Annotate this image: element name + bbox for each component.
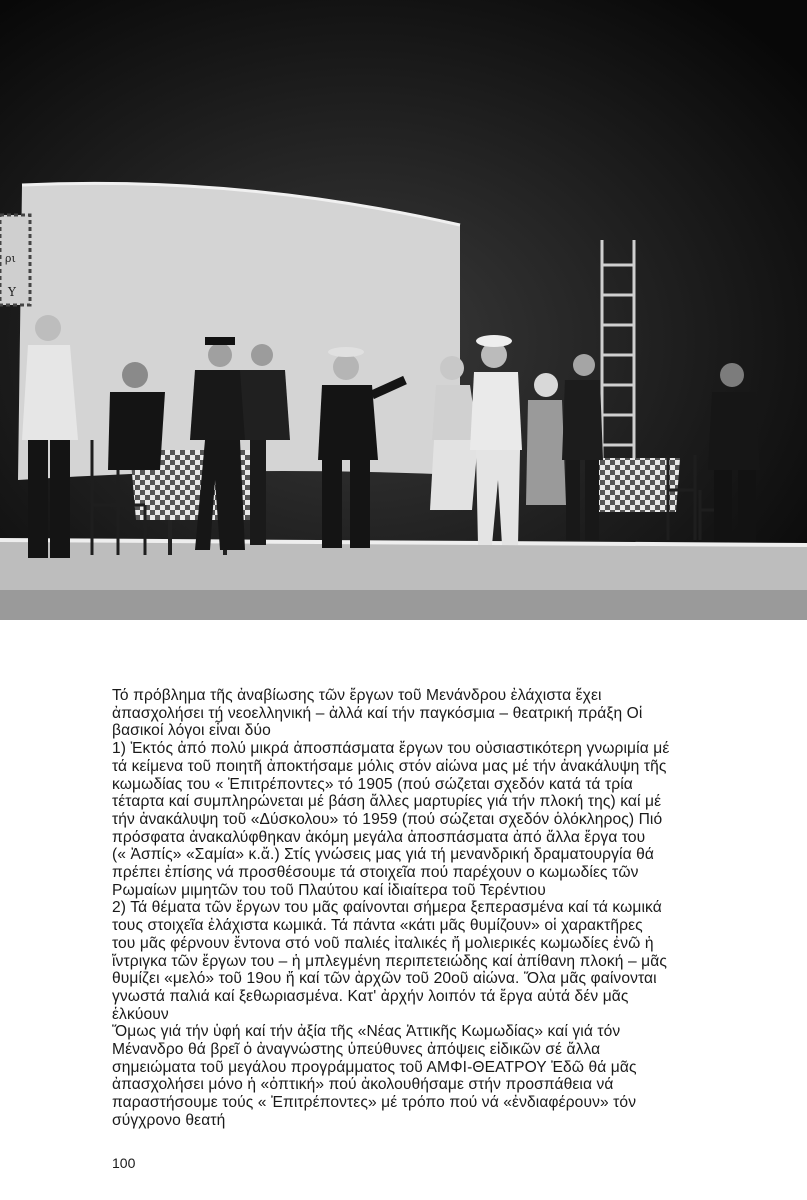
text-line: ἀπασχολήσει τή νεοελληνική – ἀλλά καί τήν παγκόσμια – θεατρική πράξη Οἱ <box>112 704 643 722</box>
text-line: σημειώματα τοῦ μεγάλου προγράμματος τοῦ ΑΜΦΙ-ΘΕΑΤΡΟΥ Ἐδῶ θά μᾶς <box>112 1058 637 1076</box>
table-right <box>588 458 680 512</box>
text-line: τήν ἀνακάλυψη τοῦ «Δύσκολου» τό 1959 (πού σώζεται σχεδόν ὁλόκληρος) Πιό <box>112 810 663 828</box>
text-line: γνωστά παλιά καί ξεθωριασμένα. Κατ' ἀρχήν λοιπόν τά ἔργα αὐτά δέν μᾶς <box>112 987 629 1005</box>
text-line: του μᾶς φέρνουν ἔντονα στό νοῦ παλιές ἰταλικές ἤ μολιερικές κωμωδίες ἐνῶ ἡ <box>112 934 654 952</box>
text-line: Μένανδρο θά βρεῖ ὁ ἀναγνώστης ὑπεύθυνες ἀπόψεις εἰδικῶν σέ ἄλλα <box>112 1041 601 1059</box>
text-line: ἑλκύουν <box>112 1005 169 1023</box>
text-line: θυμίζει «μελό» τοῦ 19ου ἤ καί τῶν ἀρχῶν τοῦ 20οῦ αἰώνα. Ὅλα μᾶς φαίνονται <box>112 970 657 988</box>
text-line: τους στοιχεῖα ἐλάχιστα κωμικά. Τά πάντα «κάτι μᾶς θυμίζουν» οἱ χαρακτῆρες <box>112 917 643 935</box>
text-line: τέταρτα καί συμπληρώνεται μέ βάση ἄλλες μαρτυρίες γιά τήν πλοκή της) καί μέ <box>112 793 662 811</box>
text-line: Ρωμαίων μιμητῶν του τοῦ Πλαύτου καί ἰδιαίτερα τοῦ Τερέντιου <box>112 881 546 899</box>
text-line: Τό πρόβλημα τῆς ἀναβίωσης τῶν ἔργων τοῦ Μενάνδρου ἐλάχιστα ἔχει <box>112 687 602 704</box>
text-line: πρόσφατα ἀνακαλύφθηκαν ἀκόμη μεγάλα ἀποσπάσματα ἀπό ἄλλα ἔργα του <box>112 828 646 846</box>
text-line: ἀπασχολήσει μόνο ἡ «ὀπτική» πού ἀκολουθήσαμε στήν προσπάθεια νά <box>112 1076 614 1094</box>
text-line: κωμωδίας του « Ἐπιτρέποντες» τό 1905 (πού σώζεται σχεδόν κατά τά τρία <box>112 775 633 793</box>
sign-letters-1: ρι <box>5 252 16 265</box>
page-number: 100 <box>112 1155 136 1171</box>
text-line: παραστήσουμε τούς « Ἐπιτρέποντες» μέ τρόπο πού νά «ἐνδιαφέρουν» τόν <box>112 1094 637 1112</box>
text-line: βασικοί λόγοι εἶναι δύο <box>112 722 271 740</box>
text-line: (« Ἀσπίς» «Σαμία» κ.ἄ.) Στίς γνώσεις μας γιά τή μενανδρική δραματουργία θά <box>112 846 655 864</box>
text-line: 1) Ἐκτός ἀπό πολύ μικρά ἀποσπάσματα ἔργων του οὐσιαστικότερη γνωριμία μέ <box>112 740 670 758</box>
text-line: τά κείμενα τοῦ ποιητῆ ἀποκτήσαμε μόλις στόν αἰώνα μας μέ τήν ἀνακάλυψη τῆς <box>112 757 667 775</box>
text-line: ἴντριγκα τῶν ἔργων του – ἡ μπλεγμένη περιπετειώδης καί ἀπίθανη πλοκή – μᾶς <box>112 952 667 970</box>
text-line: πρέπει ἐπίσης νά προσθέσουμε τά στοιχεῖα πού παρέχουν ο κωμωδίες τῶν <box>112 864 639 882</box>
text-line: 2) Τά θέματα τῶν ἔργων του μᾶς φαίνονται σήμερα ξεπερασμένα καί τά κωμικά <box>112 899 662 917</box>
text-line: σύγχρονο θεατή <box>112 1111 226 1129</box>
text-line: Ὅμως γιά τήν ὑφή καί τήν ἀξία τῆς «Νέας Ἀττικῆς Κωμωδίας» καί γιά τόν <box>112 1023 621 1041</box>
article-text <box>112 687 784 1130</box>
sign-letters-2: Υ <box>8 285 16 299</box>
